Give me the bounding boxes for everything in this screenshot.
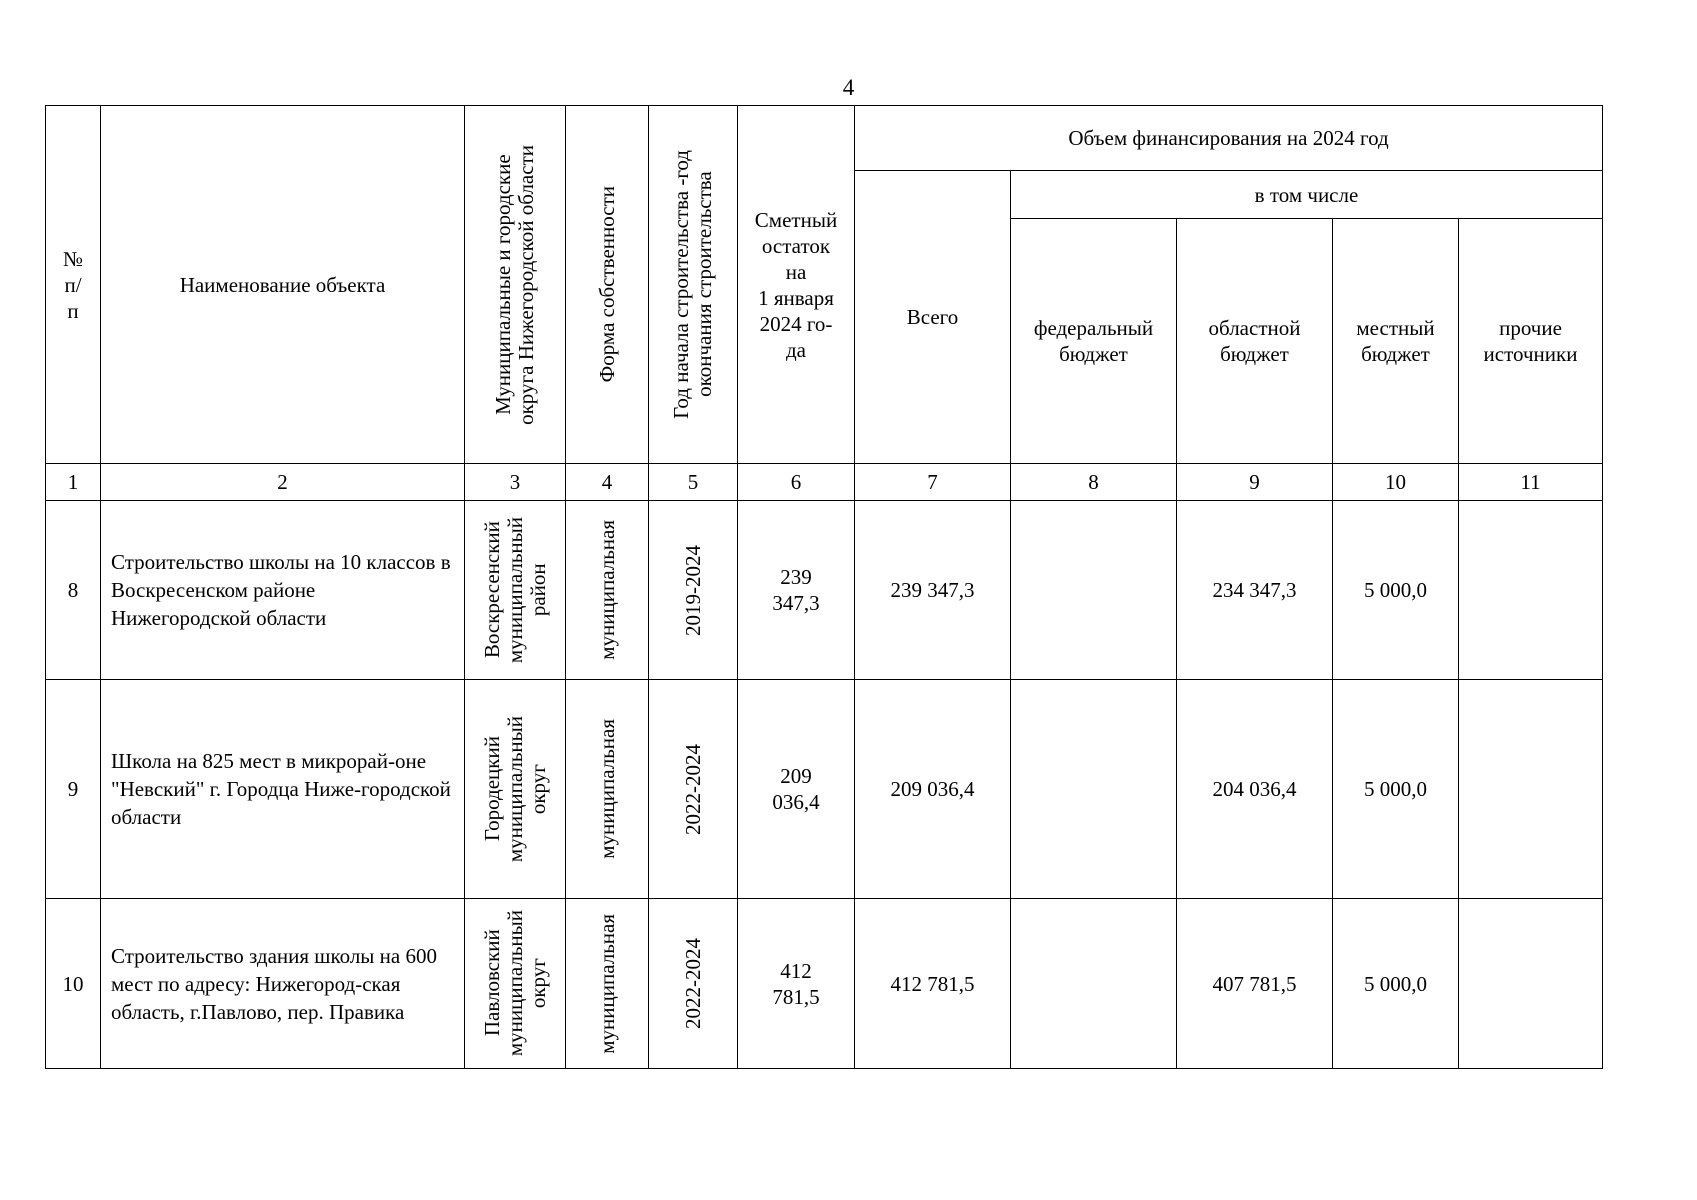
header-municipality-text: Муниципальные и городские округа Нижегородской области <box>491 144 538 425</box>
column-number: 3 <box>465 464 566 501</box>
row-local: 5 000,0 <box>1333 899 1459 1069</box>
column-number: 8 <box>1011 464 1177 501</box>
row-other <box>1459 501 1603 680</box>
row-ownership <box>566 899 649 1069</box>
table-row <box>46 501 1603 680</box>
row-years <box>649 501 738 680</box>
header-years-text: Год начала строительства -год окончания строительства <box>669 150 716 419</box>
row-regional: 234 347,3 <box>1177 501 1333 680</box>
header-other: прочие источники <box>1459 219 1603 464</box>
row-years-text: 2019-2024 <box>680 544 705 636</box>
row-municipality <box>465 899 566 1069</box>
row-object-name: Строительство школы на 10 классов в Воскресенском районе Нижегородской области <box>101 501 465 680</box>
row-municipality <box>465 501 566 680</box>
row-municipality-text: Павловский муниципальный округ <box>479 910 550 1057</box>
row-federal <box>1011 501 1177 680</box>
row-num: 9 <box>46 680 101 899</box>
row-federal <box>1011 899 1177 1069</box>
column-number: 9 <box>1177 464 1333 501</box>
column-number: 4 <box>566 464 649 501</box>
header-name: Наименование объекта <box>101 106 465 464</box>
row-regional: 407 781,5 <box>1177 899 1333 1069</box>
header-total: Всего <box>855 171 1011 464</box>
header-years <box>649 106 738 464</box>
header-including: в том числе <box>1011 171 1603 219</box>
row-years-text: 2022-2024 <box>680 938 705 1029</box>
row-years <box>649 899 738 1069</box>
row-years <box>649 680 738 899</box>
column-number: 2 <box>101 464 465 501</box>
row-remainder: 412 781,5 <box>738 899 855 1069</box>
page-number: 4 <box>842 75 855 100</box>
header-num: № п/ п <box>46 106 101 464</box>
row-municipality <box>465 680 566 899</box>
column-number-row <box>46 464 1603 501</box>
row-remainder: 209 036,4 <box>738 680 855 899</box>
header-local: местный бюджет <box>1333 219 1459 464</box>
column-number: 6 <box>738 464 855 501</box>
column-number: 10 <box>1333 464 1459 501</box>
row-object-name: Школа на 825 мест в микрорай-оне "Невский" г. Городца Ниже-городской области <box>101 680 465 899</box>
row-num: 10 <box>46 899 101 1069</box>
financing-table <box>45 105 1603 1069</box>
row-regional: 204 036,4 <box>1177 680 1333 899</box>
row-num: 8 <box>46 501 101 680</box>
header-regional: областной бюджет <box>1177 219 1333 464</box>
row-remainder: 239 347,3 <box>738 501 855 680</box>
header-ownership-text: Форма собственности <box>594 186 619 383</box>
header-row-1 <box>46 106 1603 171</box>
column-number: 7 <box>855 464 1011 501</box>
header-remainder: Сметный остаток на 1 января 2024 го- да <box>738 106 855 464</box>
column-number: 1 <box>46 464 101 501</box>
row-ownership-text: муниципальная <box>594 520 619 660</box>
row-municipality-text: Городецкий муниципальный округ <box>479 715 550 863</box>
row-municipality-text: Воскресенский муниципальный район <box>479 516 550 664</box>
row-ownership <box>566 501 649 680</box>
column-number: 11 <box>1459 464 1603 501</box>
column-number: 5 <box>649 464 738 501</box>
row-ownership-text: муниципальная <box>594 913 619 1054</box>
row-other <box>1459 680 1603 899</box>
row-total: 239 347,3 <box>855 501 1011 680</box>
row-years-text: 2022-2024 <box>680 743 705 835</box>
row-ownership-text: муниципальная <box>594 719 619 859</box>
row-total: 412 781,5 <box>855 899 1011 1069</box>
row-object-name: Строительство здания школы на 600 мест по адресу: Нижегород-ская область, г.Павлово, пер. Правика <box>101 899 465 1069</box>
row-ownership <box>566 680 649 899</box>
header-ownership <box>566 106 649 464</box>
row-total: 209 036,4 <box>855 680 1011 899</box>
header-municipality <box>465 106 566 464</box>
header-funding: Объем финансирования на 2024 год <box>855 106 1603 171</box>
row-local: 5 000,0 <box>1333 680 1459 899</box>
table-row <box>46 899 1603 1069</box>
row-local: 5 000,0 <box>1333 501 1459 680</box>
table-row <box>46 680 1603 899</box>
row-other <box>1459 899 1603 1069</box>
header-federal: федеральный бюджет <box>1011 219 1177 464</box>
row-federal <box>1011 680 1177 899</box>
